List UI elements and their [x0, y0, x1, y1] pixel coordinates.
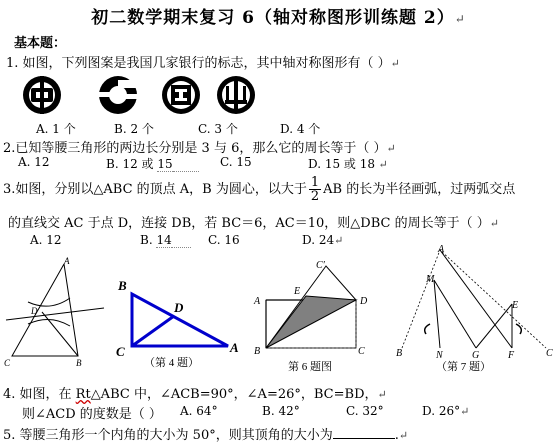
fig7-fold-arrow-left-icon [425, 324, 430, 334]
section-heading: 基本题： [14, 36, 67, 51]
fig4-label-b: B [118, 278, 127, 293]
figure-7 [396, 244, 556, 374]
question-3-line-1: 3.如图，分别以△ABC 的顶点 A，B 为圆心，以大于 $\frac{1}{2}$ AB 的长为半径画弧，过两弧交点 [3, 175, 516, 204]
page-title: 初二数学期末复习 6（轴对称图形训练题 2）↵ [91, 8, 466, 28]
fraction-one-half: $\frac{1}{2}$ [310, 175, 320, 204]
fig3-label-c: C [4, 358, 11, 368]
fig3-triangle [12, 264, 78, 356]
fig6-label-a: A [254, 296, 261, 307]
fig6-label-c-prime: C′ [316, 260, 325, 271]
fig6-label-b: B [254, 346, 261, 357]
q4-option-c[interactable]: C. 32° [346, 404, 384, 418]
q2-option-b[interactable]: B. 12 或 15 [106, 155, 199, 172]
fig6-label-e: E [294, 286, 301, 297]
fig3-label-b: B [76, 358, 82, 368]
q3-option-c[interactable]: C. 16 [208, 233, 240, 247]
question-4-line-1: 4. 如图，在 Rt△ABC 中，∠ACB=90°，∠A=26°，BC=BD，↵ [3, 387, 387, 402]
bank-logos [22, 74, 252, 116]
q1-option-c[interactable]: C. 3 个 [198, 122, 238, 136]
fig4-label-a: A [230, 340, 239, 355]
fig7-label-m: M [426, 274, 435, 285]
q4-option-b[interactable]: B. 42° [262, 404, 300, 418]
bank-of-china-logo-icon [23, 76, 61, 114]
question-1: 1. 如图，下列图案是我国几家银行的标志，其中轴对称图形有（ ）↵ [6, 56, 400, 71]
fig3-arc-upper [28, 298, 70, 306]
fig6-label-d: D [360, 296, 368, 307]
q4-option-d[interactable]: D. 26°↵ [422, 404, 470, 418]
fig6-label-c: C [358, 346, 365, 357]
fig3-label-d: D [31, 306, 38, 316]
q3-option-b[interactable]: B. 14 [140, 233, 191, 247]
q1-option-a[interactable]: A. 1 个 [36, 122, 76, 136]
fig3-perpendicular-line [6, 308, 104, 320]
fig7-label-e: E [512, 300, 519, 311]
q2-option-a[interactable]: A. 12 [18, 155, 50, 169]
fig7-label-a: A [438, 244, 445, 255]
q1-option-d[interactable]: D. 4 个 [280, 122, 321, 136]
q3-option-a[interactable]: A. 12 [30, 233, 62, 247]
fig3-label-a: A [64, 256, 70, 266]
question-4-line-2: 则∠ACD 的度数是（ ） [22, 407, 162, 422]
q2-option-c[interactable]: C. 15 [220, 155, 252, 169]
fig7-caption: （第 7 题） [436, 361, 491, 373]
ccb-logo-icon [98, 76, 140, 114]
q4-option-a[interactable]: A. 64° [180, 404, 218, 418]
fig7-segment-mn [434, 280, 440, 348]
icbc-logo-icon [162, 76, 200, 114]
fig7-fold-arrow-right-icon [516, 324, 521, 334]
fig4-label-d: D [174, 300, 184, 315]
abc-logo-icon [217, 76, 255, 114]
question-2: 2.已知等腰三角形的两边长分别是 3 与 6，那么它的周长等于（ ）↵ [3, 141, 396, 156]
figure-q3 [0, 252, 110, 372]
question-3-line-2: 的直线交 AC 于点 D，连接 DB，若 BC＝6，AC＝10，则△DBC 的周长等于（ ）↵ [8, 216, 499, 231]
fig7-label-n: N [436, 350, 443, 361]
fig4-segment-cd [132, 316, 174, 346]
figure-4 [112, 270, 252, 370]
fig7-label-f: F [508, 350, 515, 361]
fig4-label-c: C [116, 344, 125, 359]
q1-option-b[interactable]: B. 2 个 [114, 122, 154, 136]
fig6-caption: 第 6 题图 [288, 361, 332, 373]
fig6-shaded-triangle [266, 296, 356, 348]
figure-6 [250, 258, 390, 376]
fig7-segment-a-to-f [440, 250, 512, 348]
fig7-label-b: B [396, 348, 403, 359]
q5-answer-blank[interactable] [333, 425, 395, 439]
q2-option-d[interactable]: D. 15 或 18 ↵ [308, 157, 388, 171]
question-5: 5. 等腰三角形一个内角的大小为 50°，则其顶角的大小为 .↵ [3, 424, 408, 443]
fig4-caption: （第 4 题） [144, 357, 199, 369]
fig7-label-c: C [546, 348, 553, 359]
q3-option-d[interactable]: D. 24↵ [302, 233, 344, 247]
fig7-label-g: G [472, 350, 480, 361]
fig7-triangle-dashed [402, 250, 546, 348]
